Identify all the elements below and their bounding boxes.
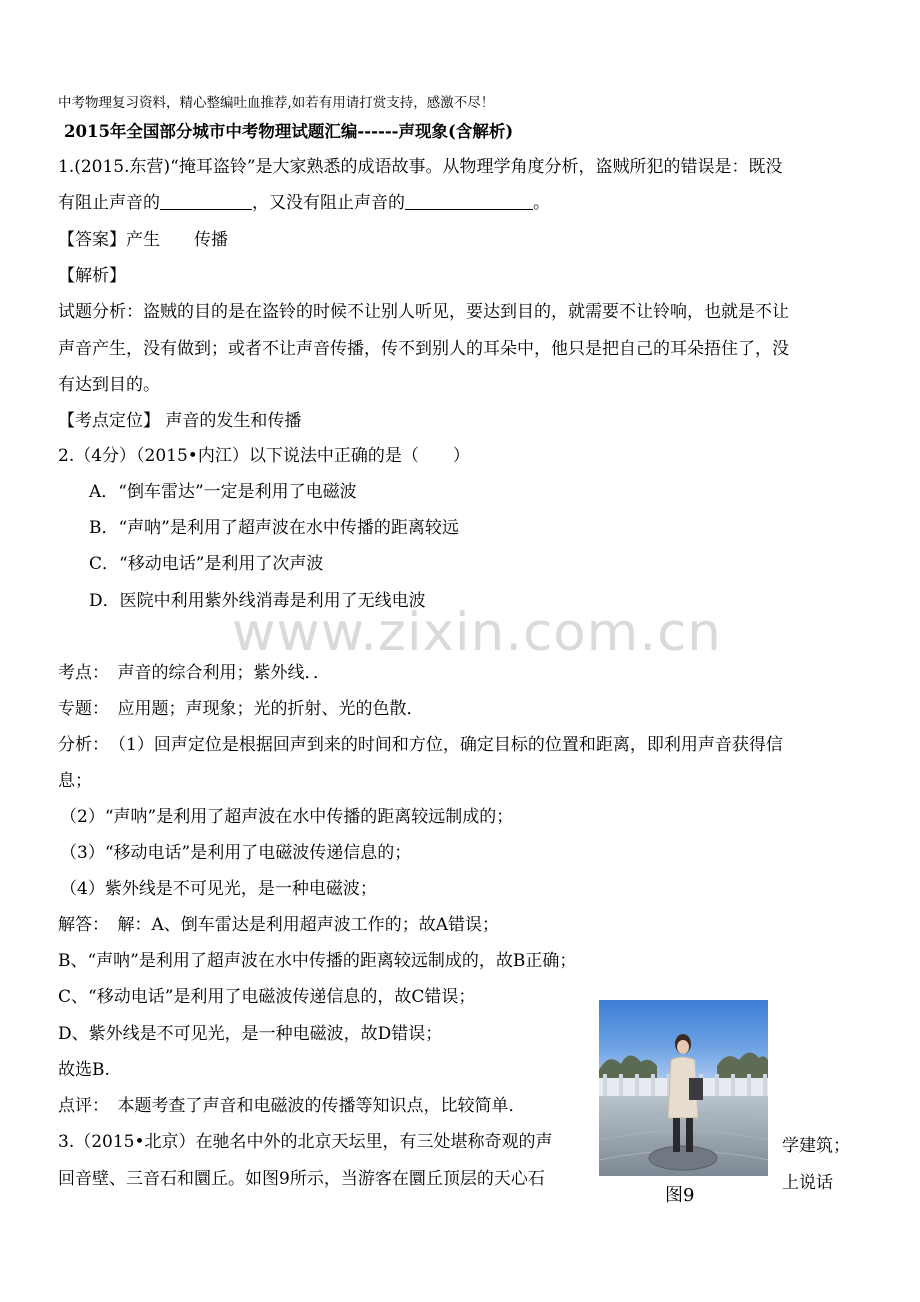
q1-analysis-line3: 有达到目的。 [58,375,160,395]
q2-jieda-line2: B、“声呐”是利用了超声波在水中传播的距离较远制成的，故B正确； [58,951,577,971]
q2-option-a: A．“倒车雷达”一定是利用了电磁波 [89,482,357,502]
q2-option-c: C．“移动电话”是利用了次声波 [89,554,324,574]
q2-option-d: D．医院中利用紫外线消毒是利用了无线电波 [89,591,426,611]
q1-kaodian: 【考点定位】 声音的发生和传播 [58,411,302,431]
tiantan-photo-illustration [599,1000,768,1176]
q1-text-b: ，又没有阻止声音的 [252,193,405,213]
q2-jieda-line4: D、紫外线是不可见光，是一种电磁波，故D错误； [58,1024,443,1044]
figure-9-caption: 图9 [665,1185,695,1206]
q2-jieda-line5: 故选B. [58,1060,110,1080]
q1-stem-line2 [58,192,550,214]
q1-text-a: 有阻止声音的 [58,193,160,213]
q1-text-c: 。 [533,193,550,213]
q1-blank-1 [160,193,252,210]
q2-kaodian: 考点： 声音的综合利用；紫外线．． [58,663,330,683]
q2-fenxi-line3: （2）“声呐”是利用了超声波在水中传播的距离较远制成的； [60,807,514,827]
q1-analysis-title: 【解析】 [58,266,126,286]
q3-line2: 回音壁、三音石和圜丘。如图9所示，当游客在圜丘顶层的天心石 [58,1169,545,1189]
q2-jieda-line3: C、“移动电话”是利用了电磁波传递信息的，故C错误； [58,987,476,1007]
q1-blank-2 [405,193,533,210]
document-header: 中考物理复习资料，精心整编吐血推荐,如若有用请打赏支持，感激不尽！ [58,95,495,111]
q3-line1-right: 学建筑； [782,1136,850,1156]
q2-option-b: B．“声呐”是利用了超声波在水中传播的距离较远 [89,518,459,538]
q2-dianping: 点评： 本题考查了声音和电磁波的传播等知识点，比较简单． [58,1096,526,1116]
figure-9-photo [599,1000,768,1176]
q1-stem-line1: 1.(2015.东营)“掩耳盗铃”是大家熟悉的成语故事。从物理学角度分析，盗贼所犯的错误是：既没 [58,157,783,177]
q1-analysis-line1: 试题分析：盗贼的目的是在盗铃的时候不让别人听见，要达到目的，就需要不让铃响，也就是不让 [58,302,789,322]
q2-fenxi-line4: （3）“移动电话”是利用了电磁波传递信息的； [60,843,412,863]
document-title: 2015年全国部分城市中考物理试题汇编------声现象(含解析) [64,122,514,141]
q2-fenxi-line5: （4）紫外线是不可见光，是一种电磁波； [60,879,377,899]
q1-analysis-line2: 声音产生，没有做到；或者不让声音传播，传不到别人的耳朵中，他只是把自己的耳朵捂住了，没 [58,339,789,359]
q1-answer: 【答案】产生 传播 [58,230,228,250]
q2-fenxi-line2: 息； [58,771,92,791]
watermark: www.zixin.com.cn [232,602,722,663]
q3-line2-right: 上说话 [782,1173,833,1193]
q3-line1: 3.（2015•北京）在驰名中外的北京天坛里，有三处堪称奇观的声 [58,1132,553,1152]
q2-fenxi-line1: 分析： （1）回声定位是根据回声到来的时间和方位，确定目标的位置和距离，即利用声音获得信 [58,735,783,755]
q2-stem: 2.（4分）（2015•内江）以下说法中正确的是（ ） [58,446,470,466]
q2-zhuanti: 专题： 应用题；声现象；光的折射、光的色散． [58,699,424,719]
q2-jieda-line1: 解答： 解：A、倒车雷达是利用超声波工作的；故A错误； [58,915,500,935]
